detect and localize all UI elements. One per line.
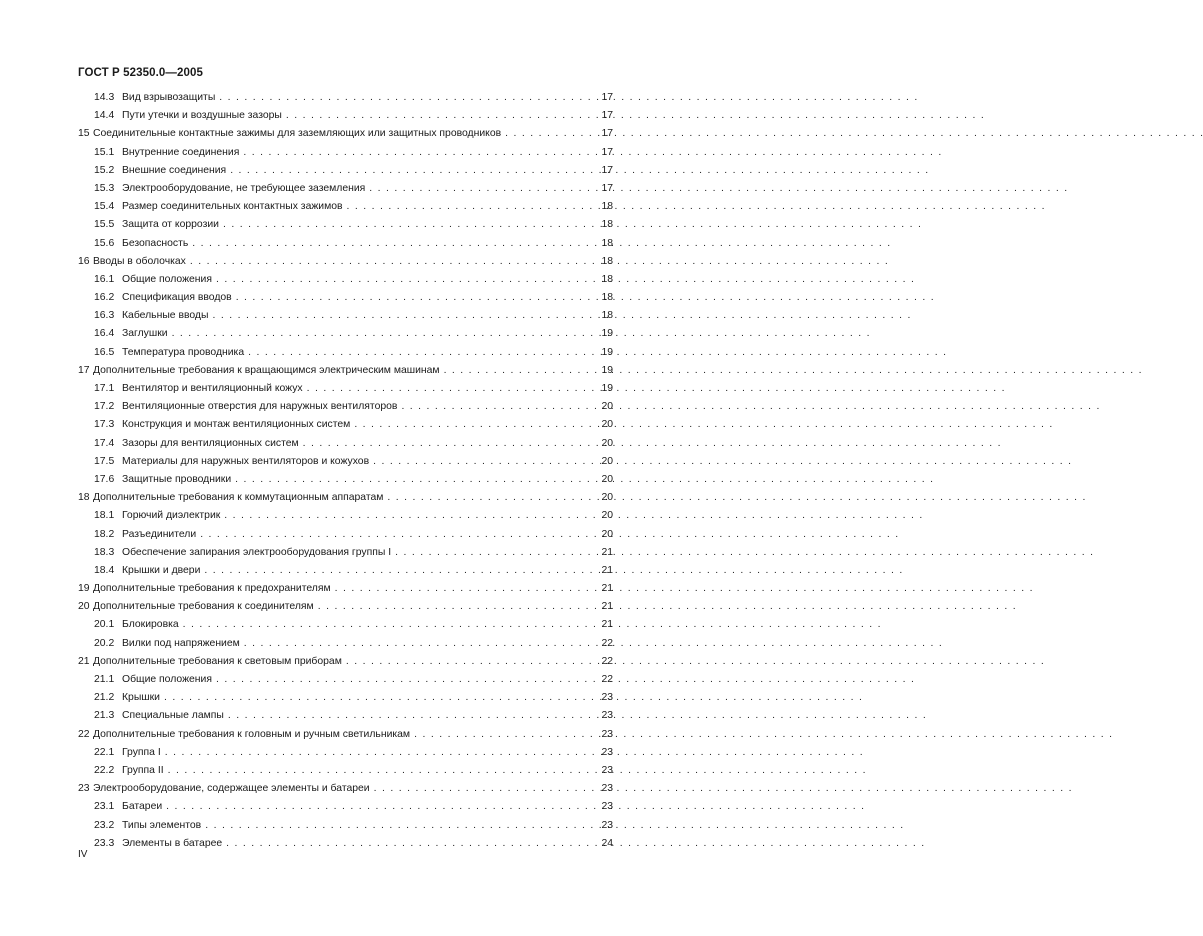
toc-entry[interactable] [78, 674, 613, 692]
toc-entry-title: Дополнительные требования к головным и ручным светильникам [93, 728, 411, 740]
toc-entry-page: 17 [601, 164, 613, 176]
toc-entry[interactable] [78, 310, 613, 328]
toc-entry-number: 22.1 [94, 746, 115, 758]
toc-entry[interactable] [78, 729, 613, 747]
dot-leader [318, 601, 596, 612]
toc-entry[interactable] [78, 747, 613, 765]
toc-entry[interactable] [78, 219, 613, 237]
toc-entry[interactable] [78, 529, 613, 547]
toc-entry-title: Вид взрывозащиты [122, 92, 216, 103]
toc-entry-title: Дополнительные требования к предохранителям [93, 583, 331, 595]
toc-entry-number: 16.5 [94, 346, 115, 358]
toc-entry-page: 23 [601, 692, 613, 704]
toc-entry-page: 21 [601, 619, 613, 631]
toc-entry[interactable] [78, 456, 613, 474]
dot-leader [223, 219, 596, 230]
toc-entry[interactable] [78, 401, 613, 419]
toc-entry-number: 17 [78, 364, 90, 376]
toc-entry-page: 18 [601, 310, 613, 322]
toc-entry[interactable] [78, 365, 613, 383]
toc-entry-title: Дополнительные требования к световым приборам [93, 655, 342, 667]
toc-entry-page: 19 [601, 328, 613, 340]
toc-entry[interactable] [78, 201, 613, 219]
toc-entry-number: 23.3 [94, 837, 115, 849]
dot-leader [183, 619, 596, 630]
toc-entry[interactable] [78, 565, 613, 583]
table-of-contents [78, 92, 613, 856]
dot-leader [166, 801, 596, 812]
toc-entry-number: 23.1 [94, 801, 115, 813]
dot-leader [346, 656, 596, 667]
toc-entry-title: Внутренние соединения [122, 146, 240, 158]
toc-entry-page: 17 [601, 146, 613, 158]
toc-entry-number: 16.2 [94, 292, 115, 304]
toc-entry-title: Пути утечки и воздушные зазоры [122, 110, 282, 122]
toc-entry-page: 22 [601, 674, 613, 685]
toc-entry-title: Вентилятор и вентиляционный кожух [122, 383, 303, 394]
toc-entry-title: Разъединители [122, 528, 197, 540]
dot-leader [216, 674, 596, 685]
toc-entry-number: 15 [78, 128, 90, 140]
toc-entry-title: Материалы для наружных вентиляторов и кожухов [122, 455, 370, 467]
toc-entry-number: 16.3 [94, 310, 115, 322]
toc-entry-page: 17 [601, 182, 613, 194]
dot-leader [387, 492, 596, 503]
toc-entry-page: 20 [601, 455, 613, 467]
toc-entry-number: 21 [78, 655, 90, 667]
toc-entry[interactable] [78, 710, 613, 728]
toc-entry-page: 23 [601, 764, 613, 776]
toc-entry-number: 15.3 [94, 182, 115, 194]
toc-entry[interactable] [78, 328, 613, 346]
toc-entry-number: 15.1 [94, 146, 115, 158]
toc-entry[interactable] [78, 619, 613, 637]
toc-entry[interactable] [78, 547, 613, 565]
dot-leader [200, 529, 596, 540]
toc-entry-page: 24 [601, 837, 613, 849]
toc-entry-number: 20.2 [94, 637, 115, 649]
toc-entry-number: 16.1 [94, 273, 115, 285]
dot-leader [228, 710, 596, 721]
dot-leader [335, 583, 596, 594]
toc-entry-number: 18.1 [94, 510, 115, 522]
toc-entry-title: Электрооборудование, содержащее элементы и батареи [93, 783, 370, 795]
toc-entry[interactable] [78, 238, 613, 256]
toc-entry-page: 18 [601, 237, 613, 249]
toc-entry-number: 17.1 [94, 383, 115, 394]
toc-entry-title: Специальные лампы [122, 710, 224, 722]
dot-leader [212, 310, 596, 321]
toc-entry-page: 18 [601, 292, 613, 304]
toc-entry-title: Заглушки [122, 328, 168, 340]
toc-entry-page: 19 [601, 346, 613, 358]
toc-entry-page: 18 [601, 201, 613, 213]
toc-entry[interactable] [78, 583, 613, 601]
dot-leader [395, 547, 596, 558]
toc-entry-title: Группа I [122, 746, 161, 758]
toc-entry-number: 14.4 [94, 110, 115, 122]
toc-entry[interactable] [78, 347, 613, 365]
toc-entry-page: 20 [601, 528, 613, 540]
toc-entry-page: 18 [601, 219, 613, 231]
toc-entry[interactable] [78, 110, 613, 128]
toc-entry-title: Общие положения [122, 674, 212, 685]
toc-entry-title: Крышки и двери [122, 564, 201, 576]
toc-entry-page: 21 [601, 564, 613, 576]
toc-entry-number: 15.6 [94, 237, 115, 249]
toc-entry-page: 23 [601, 746, 613, 758]
toc-entry[interactable] [78, 92, 613, 110]
toc-entry-page: 23 [601, 819, 613, 831]
dot-leader [286, 110, 596, 121]
toc-entry-title: Размер соединительных контактных зажимов [122, 201, 343, 213]
toc-entry-title: Группа II [122, 764, 164, 776]
toc-entry-page: 20 [601, 437, 613, 449]
toc-entry-number: 20 [78, 601, 90, 613]
toc-entry-page: 17 [601, 92, 613, 103]
toc-entry-page: 20 [601, 473, 613, 485]
toc-entry[interactable] [78, 820, 613, 838]
toc-entry[interactable] [78, 801, 613, 819]
toc-entry-number: 17.5 [94, 455, 115, 467]
dot-leader [444, 365, 596, 376]
toc-entry-number: 15.4 [94, 201, 115, 213]
dot-leader [243, 147, 596, 158]
toc-entry-title: Температура проводника [122, 346, 245, 358]
toc-entry-number: 17.6 [94, 473, 115, 485]
toc-entry-number: 16.4 [94, 328, 115, 340]
toc-entry-title: Зазоры для вентиляционных систем [122, 437, 299, 449]
toc-entry[interactable] [78, 183, 613, 201]
toc-entry-number: 17.4 [94, 437, 115, 449]
toc-entry-title: Защитные проводники [122, 473, 232, 485]
dot-leader [374, 783, 596, 794]
toc-entry-number: 23 [78, 783, 90, 795]
dot-leader [172, 328, 596, 339]
toc-entry-number: 18.2 [94, 528, 115, 540]
toc-entry-page: 20 [601, 401, 613, 413]
toc-entry-number: 17.3 [94, 419, 115, 431]
dot-leader [168, 765, 596, 776]
toc-entry-page: 21 [601, 583, 613, 595]
toc-entry-number: 21.1 [94, 674, 115, 685]
toc-entry-title: Спецификация вводов [122, 292, 232, 304]
toc-entry[interactable] [78, 783, 613, 801]
toc-entry-number: 19 [78, 583, 90, 595]
toc-entry-number: 21.2 [94, 692, 115, 704]
dot-leader [224, 510, 596, 521]
toc-entry-page: 21 [601, 546, 613, 558]
toc-entry[interactable] [78, 165, 613, 183]
dot-leader [190, 256, 596, 267]
toc-entry-title: Электрооборудование, не требующее заземления [122, 182, 366, 194]
page-number: IV [78, 849, 88, 860]
toc-entry-number: 23.2 [94, 819, 115, 831]
toc-entry[interactable] [78, 419, 613, 437]
toc-entry[interactable] [78, 601, 613, 619]
toc-entry[interactable] [78, 474, 613, 492]
toc-entry-title: Общие положения [122, 273, 212, 285]
toc-entry[interactable] [78, 656, 613, 674]
toc-entry-page: 23 [601, 783, 613, 795]
dot-leader [204, 565, 596, 576]
toc-entry[interactable] [78, 838, 613, 856]
toc-entry-page: 21 [601, 601, 613, 613]
dot-leader [235, 474, 596, 485]
toc-entry-number: 15.2 [94, 164, 115, 176]
toc-entry[interactable] [78, 292, 613, 310]
dot-leader [354, 419, 596, 430]
toc-entry-title: Блокировка [122, 619, 179, 631]
toc-entry-number: 18.4 [94, 564, 115, 576]
toc-entry-page: 22 [601, 637, 613, 649]
dot-leader [244, 638, 596, 649]
toc-entry-title: Внешние соединения [122, 164, 227, 176]
dot-leader [307, 383, 596, 394]
dot-leader [192, 238, 596, 249]
toc-entry-page: 20 [601, 419, 613, 431]
toc-entry-title: Дополнительные требования к коммутационным аппаратам [93, 492, 384, 504]
toc-entry-page: 19 [601, 364, 613, 376]
toc-entry-title: Вентиляционные отверстия для наружных вентиляторов [122, 401, 398, 413]
dot-leader [369, 183, 596, 194]
toc-entry[interactable] [78, 147, 613, 165]
toc-entry[interactable] [78, 383, 613, 401]
toc-entry-page: 20 [601, 492, 613, 504]
toc-entry-page: 23 [601, 728, 613, 740]
toc-entry-number: 22 [78, 728, 90, 740]
toc-entry[interactable] [78, 274, 613, 292]
toc-entry-title: Обеспечение запирания электрооборудования группы I [122, 546, 392, 558]
toc-entry-title: Вилки под напряжением [122, 637, 240, 649]
toc-entry-page: 18 [601, 255, 613, 267]
toc-entry-number: 22.2 [94, 764, 115, 776]
toc-entry-title: Горючий диэлектрик [122, 510, 221, 522]
toc-entry[interactable] [78, 692, 613, 710]
dot-leader [230, 165, 596, 176]
toc-entry-title: Батареи [122, 801, 163, 813]
toc-entry-number: 18.3 [94, 546, 115, 558]
toc-entry-number: 15.5 [94, 219, 115, 231]
dot-leader [164, 692, 596, 703]
toc-entry-title: Дополнительные требования к вращающимся электрическим машинам [93, 364, 440, 376]
toc-entry[interactable] [78, 438, 613, 456]
dot-leader [347, 201, 596, 212]
toc-entry-page: 17 [601, 128, 613, 140]
toc-entry-number: 17.2 [94, 401, 115, 413]
dot-leader [226, 838, 596, 849]
toc-entry-page: 19 [601, 383, 613, 394]
dot-leader [303, 438, 596, 449]
toc-entry-title: Конструкция и монтаж вентиляционных систем [122, 419, 351, 431]
dot-leader [505, 128, 596, 139]
toc-entry-title: Кабельные вводы [122, 310, 209, 322]
dot-leader [165, 747, 596, 758]
dot-leader [236, 292, 596, 303]
toc-entry-page: 23 [601, 801, 613, 813]
dot-leader [248, 347, 596, 358]
document-header: ГОСТ Р 52350.0—2005 [78, 67, 203, 79]
toc-entry-page: 17 [601, 110, 613, 122]
toc-entry-page: 23 [601, 710, 613, 722]
toc-entry-page: 22 [601, 655, 613, 667]
toc-entry[interactable] [78, 128, 613, 146]
toc-entry-number: 18 [78, 492, 90, 504]
toc-entry-title: Крышки [122, 692, 160, 704]
toc-entry-number: 16 [78, 255, 90, 267]
toc-entry-title: Вводы в оболочках [93, 255, 186, 267]
toc-entry-page: 18 [601, 273, 613, 285]
dot-leader [414, 729, 596, 740]
dot-leader [219, 92, 596, 103]
toc-entry-title: Безопасность [122, 237, 189, 249]
toc-entry[interactable] [78, 510, 613, 528]
toc-entry-title: Защита от коррозии [122, 219, 219, 231]
toc-entry-number: 14.3 [94, 92, 115, 103]
toc-entry-page: 20 [601, 510, 613, 522]
toc-entry-number: 20.1 [94, 619, 115, 631]
dot-leader [373, 456, 596, 467]
toc-entry[interactable] [78, 765, 613, 783]
dot-leader [205, 820, 596, 831]
toc-entry-title: Элементы в батарее [122, 837, 223, 849]
dot-leader [216, 274, 596, 285]
toc-entry[interactable] [78, 638, 613, 656]
toc-entry-title: Типы элементов [122, 819, 202, 831]
toc-entry-number: 21.3 [94, 710, 115, 722]
toc-entry[interactable] [78, 256, 613, 274]
dot-leader [401, 401, 596, 412]
toc-entry-title: Соединительные контактные зажимы для заземляющих или защитных проводников [93, 128, 502, 140]
toc-entry[interactable] [78, 492, 613, 510]
toc-entry-title: Дополнительные требования к соединителям [93, 601, 314, 613]
